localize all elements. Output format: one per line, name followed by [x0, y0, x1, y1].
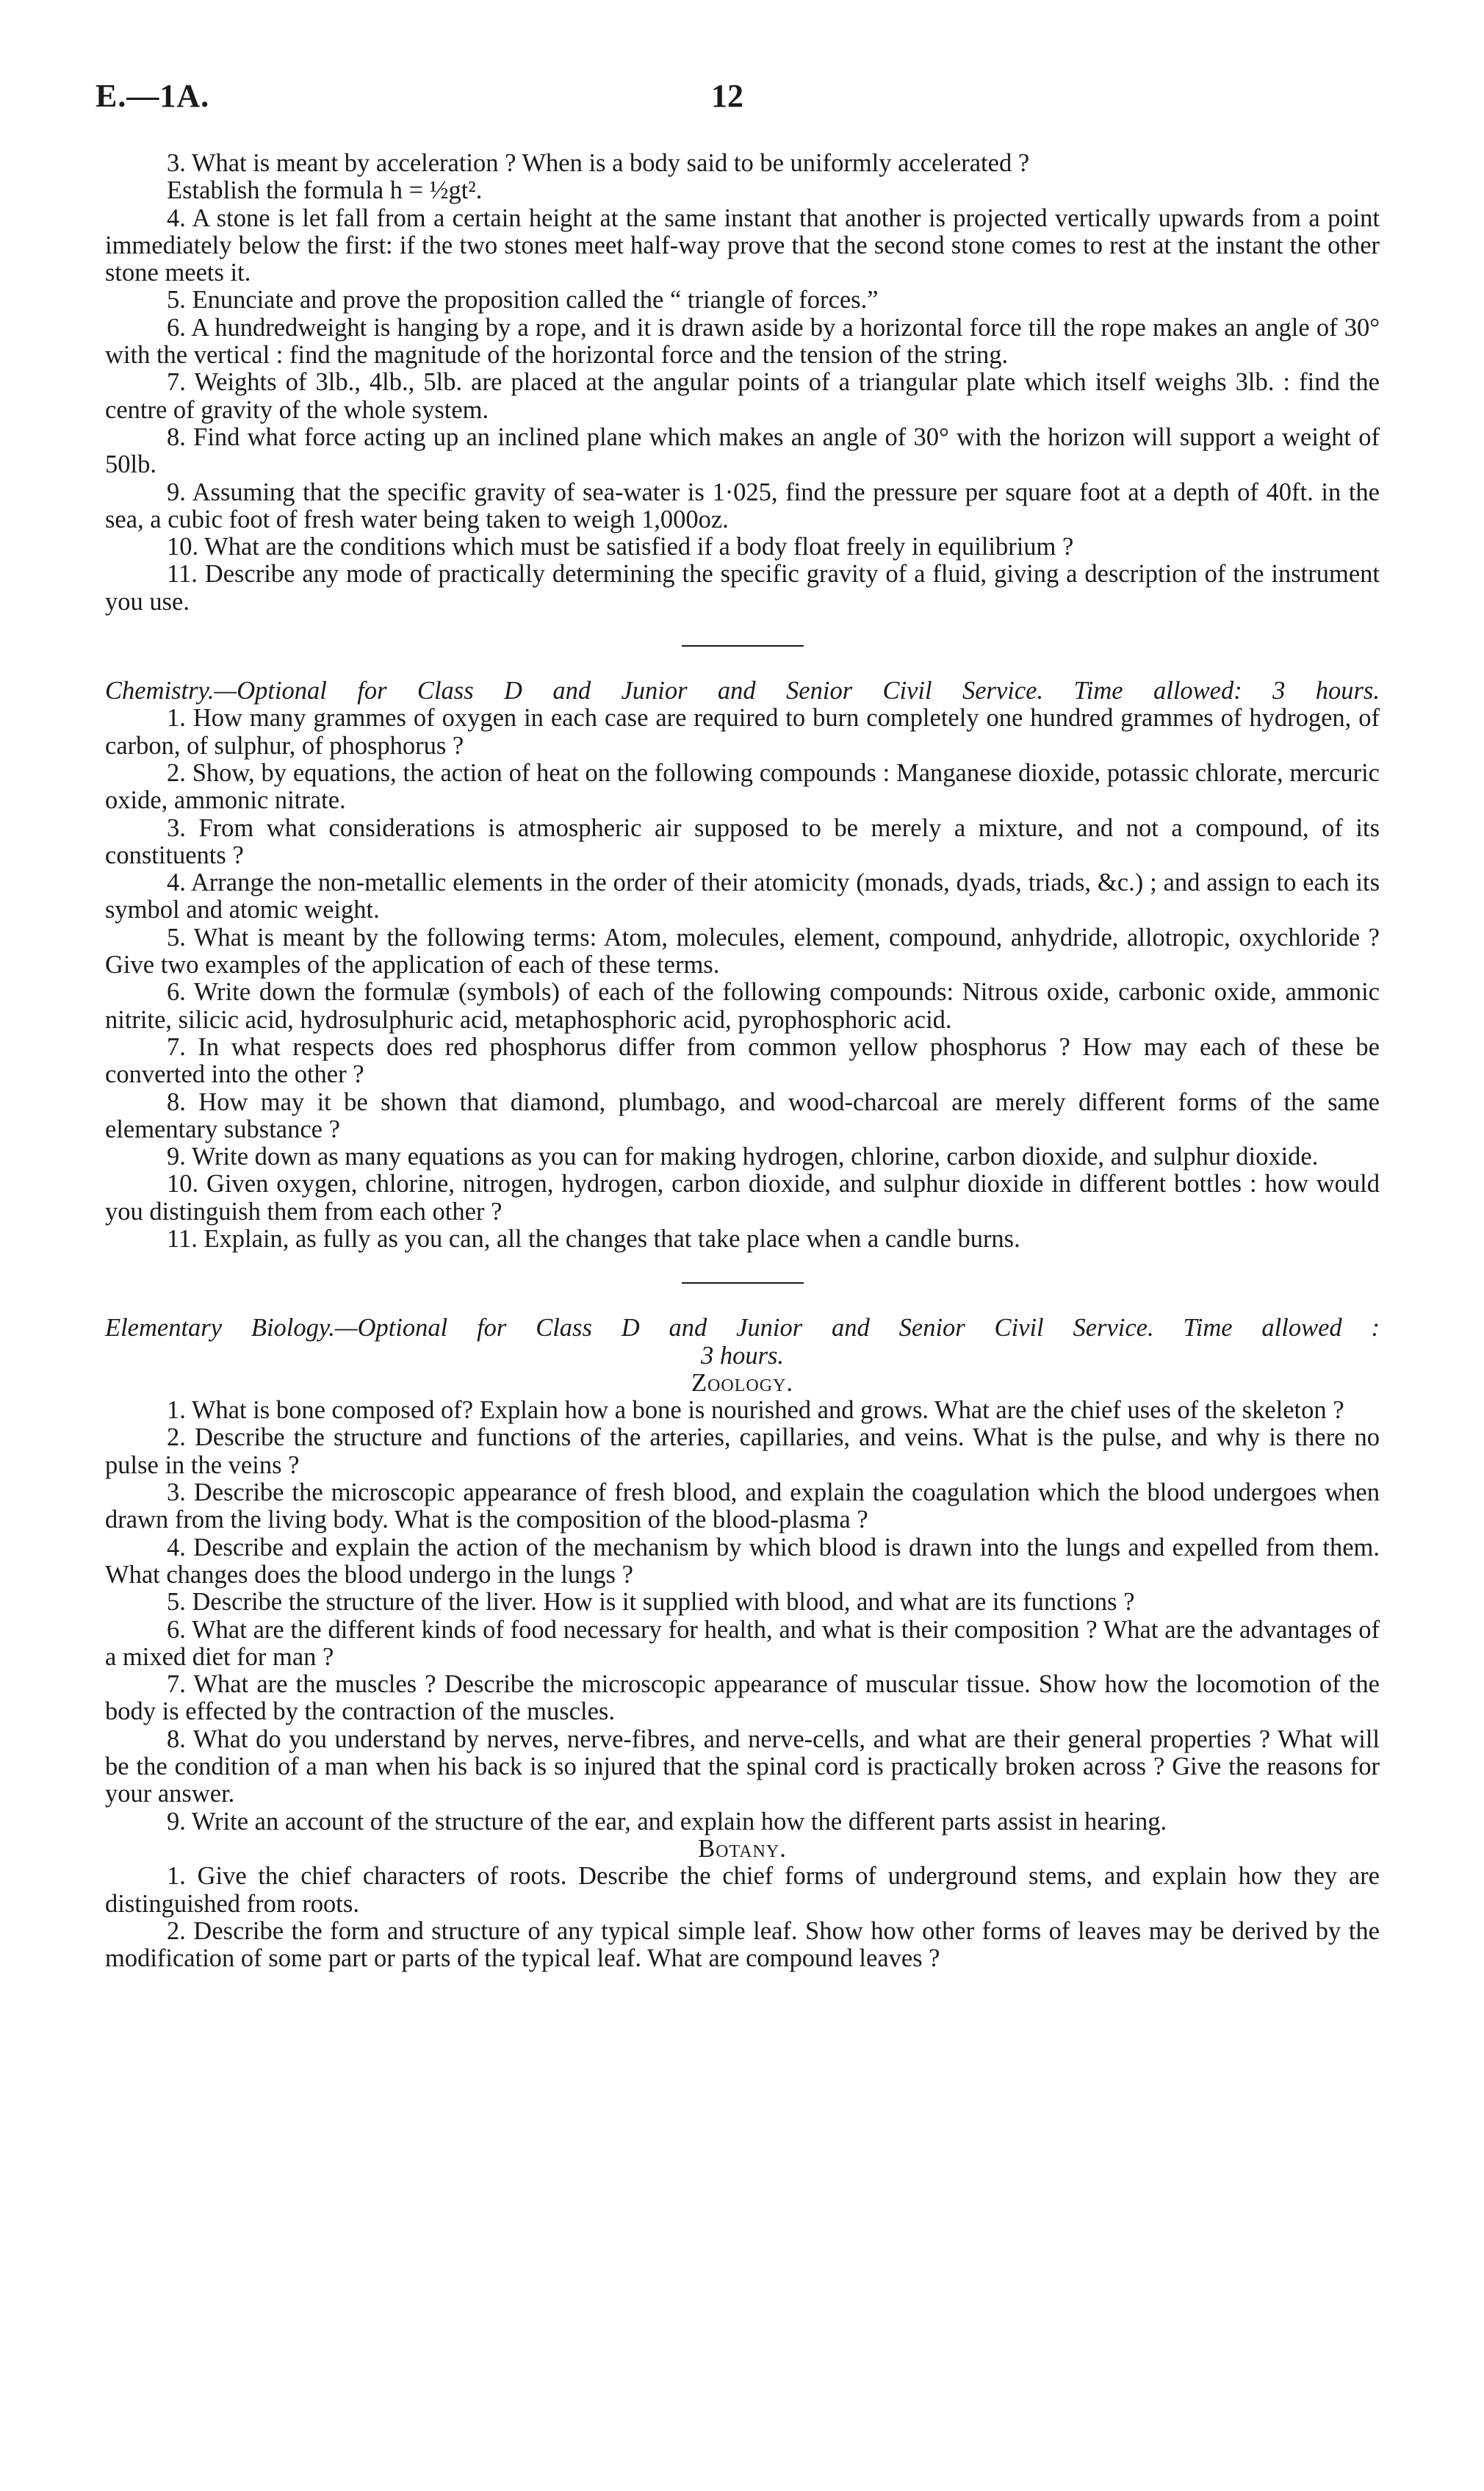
zoology-question: 3. Describe the microscopic appearance of fresh blood, and explain the coagulation which the blood undergoes when drawn from the living body. What is the composition of the blood-plasma ? [105, 1478, 1380, 1534]
section-divider [682, 645, 804, 647]
mechanics-question-7: 7. Weights of 3lb., 4lb., 5lb. are placed at the angular points of a triangular plate which itself weighs 3lb. : find the centre of gravity of the whole system. [105, 368, 1380, 424]
section-divider [682, 1282, 804, 1284]
mechanics-question-6: 6. A hundredweight is hanging by a rope, and it is drawn aside by a horizontal force till the rope makes an angle of 30° with the vertical : find the magnitude of the horizontal force and the tension of the string. [105, 313, 1380, 370]
chemistry-question: 8. How may it be shown that diamond, plumbago, and wood-charcoal are merely different forms of the same elementary substance ? [105, 1088, 1380, 1143]
chemistry-question: 1. How many grammes of oxygen in each case are required to burn completely one hundred grammes of hydrogen, of carbon, of sulphur, of phosphorus ? [105, 704, 1380, 760]
botany-question: 2. Describe the form and structure of any typical simple leaf. Show how other forms of leaves may be derived by the modification of some part or parts of the typical leaf. What are compound leaves ? [105, 1916, 1380, 1973]
chemistry-question: 3. From what considerations is atmospheric air supposed to be merely a mixture, and not a compound, of its constituents ? [105, 813, 1380, 869]
mechanics-question-4: 4. A stone is let fall from a certain height at the same instant that another is projected vertically upwards from a point immediately below the first: if the two stones meet half-way prove that the second stone comes to rest at the instant the other stone meets it. [105, 204, 1380, 287]
zoology-question: 7. What are the muscles ? Describe the microscopic appearance of muscular tissue. Show how the locomotion of the body is effected by the contraction of the muscles. [105, 1670, 1380, 1726]
mechanics-question-5: 5. Enunciate and prove the proposition called the “ triangle of forces.” [167, 286, 879, 314]
zoology-question: 4. Describe and explain the action of the mechanism by which blood is drawn into the lungs and expelled from them. What changes does the blood undergo in the lungs ? [105, 1533, 1380, 1589]
mechanics-section [105, 150, 1380, 616]
zoology-question: 8. What do you understand by nerves, nerve-fibres, and nerve-cells, and what are their general properties ? What will be the condition of a man when his back is so injured that the spinal cord is practically broken across ? Give the reasons for your answer. [105, 1725, 1380, 1808]
mechanics-question-9: 9. Assuming that the specific gravity of sea-water is 1·025, find the pressure per square foot at a depth of 40ft. in the sea, a cubic foot of fresh water being taken to weigh 1,000oz. [105, 478, 1380, 533]
chemistry-question: 2. Show, by equations, the action of heat on the following compounds : Manganese dioxide, potassic chlorate, mercuric oxide, ammonic nitrate. [105, 758, 1380, 815]
zoology-question: 6. What are the different kinds of food necessary for health, and what is their composition ? What are the advantages of a mixed diet for man ? [105, 1615, 1380, 1671]
mechanics-question-10: 10. What are the conditions which must be satisfied if a body float freely in equilibrium ? [167, 533, 1074, 561]
chemistry-question: 4. Arrange the non-metallic elements in the order of their atomicity (monads, dyads, triads, &c.) ; and assign to each its symbol and atomic weight. [105, 869, 1380, 924]
zoology-question: 2. Describe the structure and functions of the arteries, capillaries, and veins. What is the pulse, and why is there no pulse in the veins ? [105, 1423, 1380, 1479]
chemistry-section [105, 677, 1380, 1253]
biology-heading: Elementary Biology.—Optional for Class D and Junior and Senior Civil Service. Time allowed : [105, 1314, 1380, 1342]
chemistry-question: 7. In what respects does red phosphorus differ from common yellow phosphorus ? How may each of these be converted into the other ? [105, 1032, 1380, 1089]
chemistry-question: 10. Given oxygen, chlorine, nitrogen, hydrogen, carbon dioxide, and sulphur dioxide in different bottles : how would you distinguish them from each other ? [105, 1170, 1380, 1226]
page-number: 12 [711, 78, 743, 114]
zoology-question: 5. Describe the structure of the liver. How is it supplied with blood, and what are its functions ? [167, 1588, 1135, 1617]
page-header [96, 78, 1388, 126]
botany-question: 1. Give the chief characters of roots. Describe the chief forms of underground stems, and explain how they are distinguished from roots. [105, 1862, 1380, 1918]
mechanics-question-3-formula: Establish the formula h = ½gt². [167, 176, 483, 205]
mechanics-question-8: 8. Find what force acting up an inclined plane which makes an angle of 30° with the horizon will support a weight of 50lb. [105, 423, 1380, 479]
mechanics-question-3: 3. What is meant by acceleration ? When is a body said to be uniformly accelerated ? [167, 149, 1030, 177]
mechanics-question-11: 11. Describe any mode of practically determining the specific gravity of a fluid, giving a description of the instrument you use. [105, 560, 1380, 616]
biology-section [105, 1315, 1380, 1972]
page-body [105, 150, 1380, 1972]
botany-title: Botany. [698, 1834, 787, 1863]
chemistry-question: 11. Explain, as fully as you can, all the changes that take place when a candle burns. [167, 1224, 1020, 1253]
chemistry-question: 9. Write down as many equations as you can for making hydrogen, chlorine, carbon dioxide, and sulphur dioxide. [167, 1143, 1319, 1171]
zoology-question: 1. What is bone composed of? Explain how a bone is nourished and grows. What are the chief uses of the skeleton ? [167, 1396, 1344, 1425]
zoology-question: 9. Write an account of the structure of the ear, and explain how the different parts assist in hearing. [167, 1807, 1167, 1836]
chemistry-question: 5. What is meant by the following terms: Atom, molecules, element, compound, anhydride, allotropic, oxychloride ? Give two examples of the application of each of these terms. [105, 923, 1380, 979]
chemistry-heading: Chemistry.—Optional for Class D and Junior and Senior Civil Service. Time allowed: 3 hours. [105, 677, 1380, 705]
document-reference: E.—1A. [96, 78, 210, 114]
biology-heading-time: 3 hours. [700, 1341, 785, 1370]
chemistry-question: 6. Write down the formulæ (symbols) of each of the following compounds: Nitrous oxide, carbonic oxide, ammonic nitrite, silicic acid, hydrosulphuric acid, metaphosphoric acid, pyrophosphoric acid. [105, 978, 1380, 1034]
zoology-title: Zoology. [691, 1368, 794, 1397]
